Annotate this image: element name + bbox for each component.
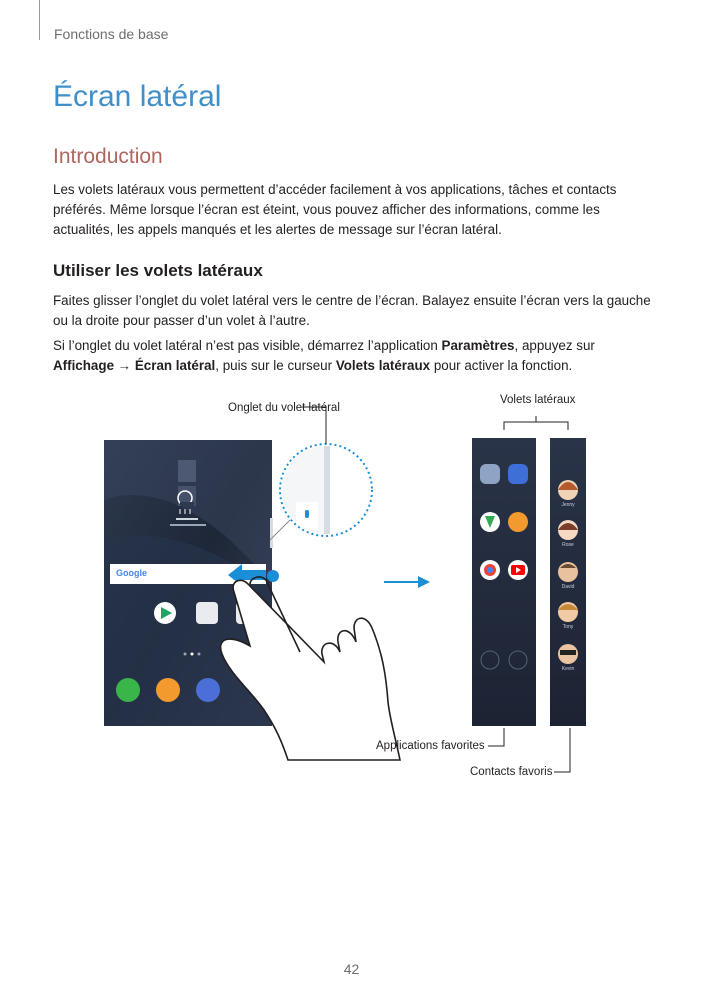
header-rule — [39, 0, 40, 40]
internet-app-icon[interactable] — [196, 678, 220, 702]
p2-bold-affichage: Affichage — [53, 358, 115, 373]
page-title: Écran latéral — [53, 80, 222, 113]
google-folder-icon[interactable] — [196, 602, 218, 624]
section-label: Fonctions de base — [54, 26, 169, 42]
p2-bold-parametres: Paramètres — [441, 338, 515, 353]
callout-favorite-contacts: Contacts favoris — [470, 766, 553, 778]
edge-panel-tab[interactable] — [270, 518, 273, 548]
transition-arrow — [384, 576, 430, 588]
figure-illustration — [100, 390, 620, 790]
contact-name-david: David — [561, 584, 575, 590]
p2-text-1: Si l’onglet du volet latéral n’est pas visible, démarrez l’application — [53, 338, 442, 353]
p2-text-4: pour activer la fonction. — [430, 358, 573, 373]
callout-edge-panels: Volets latéraux — [500, 394, 576, 406]
magnified-tab-circle — [270, 444, 372, 540]
messages-app-icon[interactable] — [156, 678, 180, 702]
p2-bold-ecran-lateral: Écran latéral — [134, 358, 216, 373]
p2-text-2: , appuyez sur — [514, 338, 595, 353]
google-logo: Google — [116, 568, 147, 578]
callout-edge-tab: Onglet du volet latéral — [228, 402, 340, 414]
p2-bold-volets-lateraux: Volets latéraux — [335, 358, 431, 373]
usage-paragraph-1: Faites glisser l’onglet du volet latéral vers le centre de l’écran. Balayez ensuite l’écran vers la gauche ou la droite pour passer d’un volet à l’autre. — [53, 293, 651, 328]
p2-arrow: → — [114, 358, 135, 373]
edge-screen-figure — [100, 390, 620, 790]
contacts-edge-panel — [550, 438, 586, 726]
intro-paragraph: Les volets latéraux vous permettent d’accéder facilement à vos applications, tâches et contacts préférés. Même lorsque l’écran est éteint, vous pouvez afficher des informations, comme les actualités, les appels manqués et les alertes de message sur l’écran latéral. — [53, 182, 617, 237]
callout-favorite-apps: Applications favorites — [376, 740, 485, 752]
contact-name-tony: Tony — [562, 624, 574, 630]
page-number: 42 — [343, 961, 360, 977]
usage-paragraph-2 — [53, 336, 653, 376]
contact-name-kevin: Kevin — [561, 666, 575, 672]
p2-text-3: , puis sur le curseur — [215, 358, 336, 373]
hand-gesture-illustration — [221, 577, 400, 760]
contact-name-jenny: Jenny — [561, 502, 575, 508]
apps-edge-panel — [472, 438, 536, 726]
usage-heading: Utiliser les volets latéraux — [53, 261, 263, 280]
phone-app-icon[interactable] — [116, 678, 140, 702]
intro-heading: Introduction — [53, 145, 163, 168]
contact-name-rose: Rose — [562, 542, 574, 548]
